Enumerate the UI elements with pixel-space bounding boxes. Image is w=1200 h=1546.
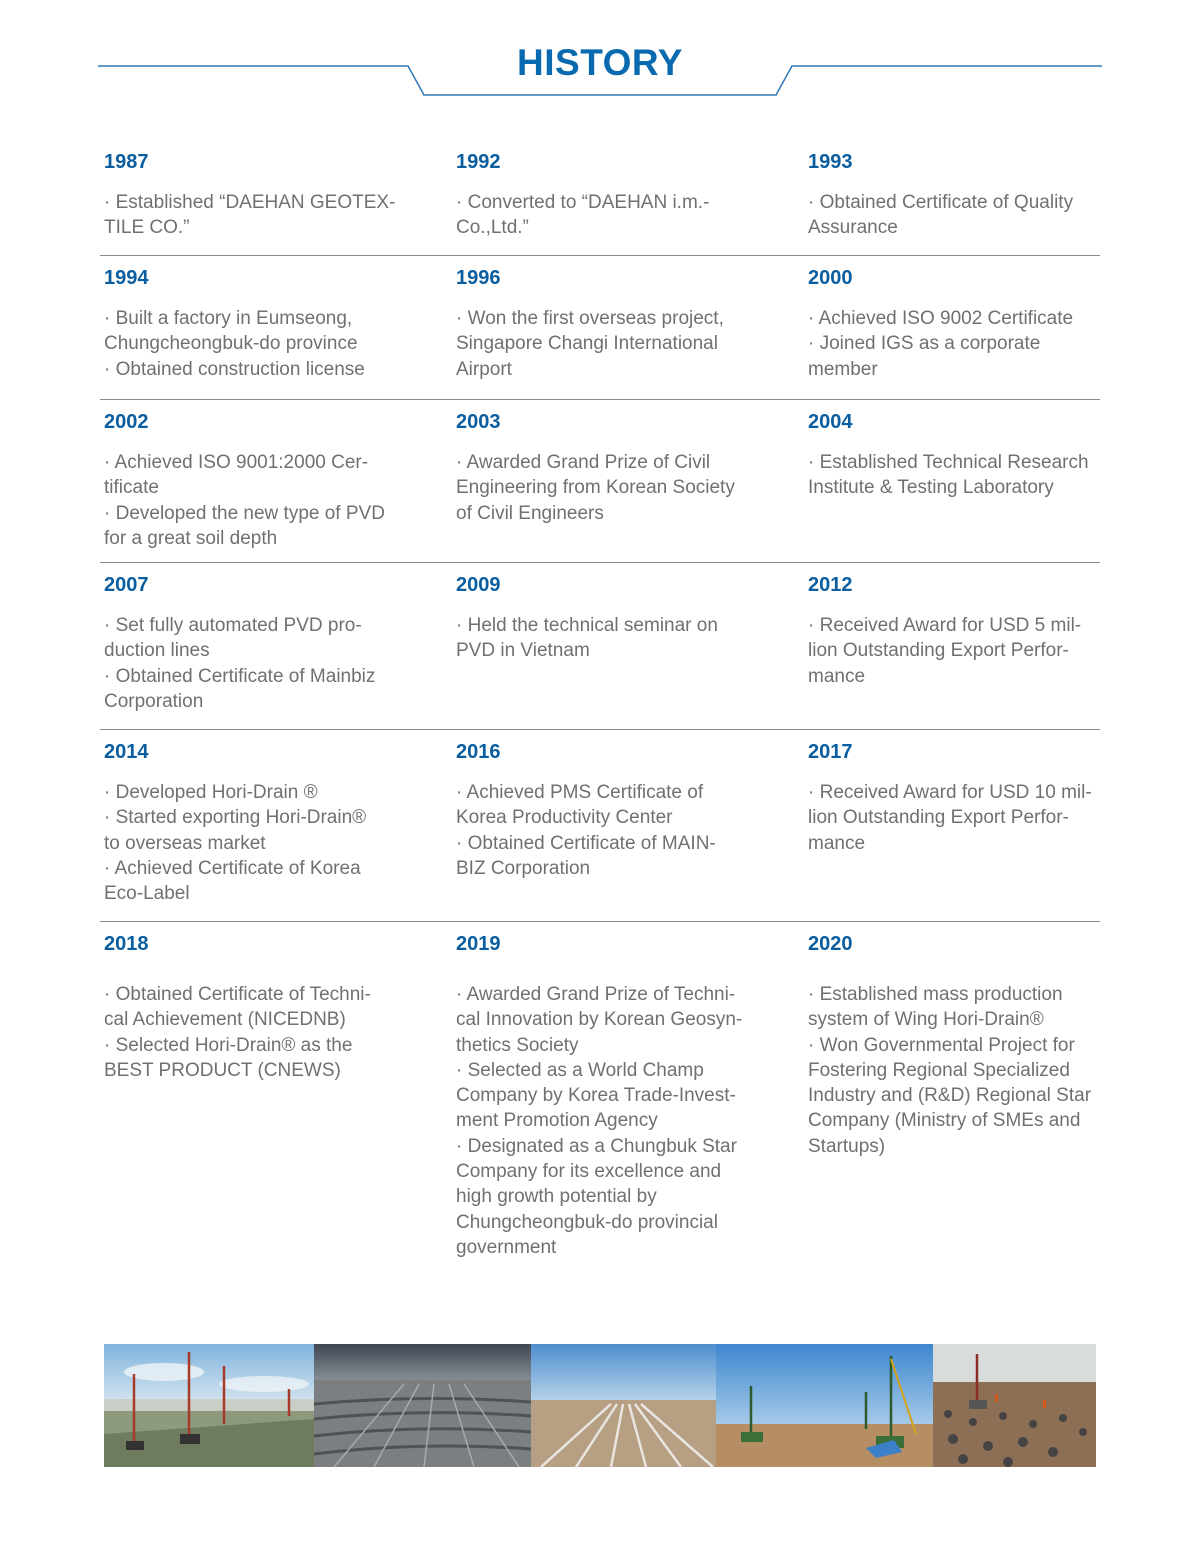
timeline-row <box>100 922 1100 1272</box>
entry-description <box>808 306 1096 382</box>
entry-line: Corporation <box>104 690 204 712</box>
timeline-row <box>100 256 1100 400</box>
timeline-entry <box>804 140 1100 255</box>
entry-line: BIZ Corporation <box>456 857 591 879</box>
entry-year: 2012 <box>808 574 853 596</box>
entry-line: · Obtained Certificate of Techni- <box>104 984 371 1005</box>
entry-line: · Obtained construction license <box>104 358 365 380</box>
entry-line: lion Outstanding Export Perfor- <box>808 640 1069 662</box>
entry-line: high growth potential by <box>456 1186 657 1208</box>
entry-line: · Built a factory in Eumseong, <box>104 308 353 329</box>
entry-line: · Established mass production <box>808 984 1063 1005</box>
timeline-entry <box>452 922 804 1272</box>
timeline-entry <box>452 256 804 399</box>
entry-line: · Developed the new type of PVD <box>104 502 385 524</box>
entry-description <box>104 306 448 382</box>
timeline-entry <box>804 256 1100 399</box>
entry-description <box>808 780 1096 856</box>
page-title: HISTORY <box>517 42 683 83</box>
site-photo-drain-rows <box>531 1344 716 1467</box>
entry-year: 2002 <box>104 411 149 433</box>
entry-line: · Won Governmental Project for <box>808 1034 1075 1056</box>
entry-year: 1994 <box>104 267 149 289</box>
entry-line: mance <box>808 665 866 687</box>
entry-line: for a great soil depth <box>104 527 278 549</box>
entry-line: · Held the technical seminar on <box>456 615 718 636</box>
entry-line: to overseas market <box>104 832 266 854</box>
entry-line: Singapore Changi International <box>456 333 718 355</box>
timeline-row <box>100 140 1100 256</box>
entry-line: Fostering Regional Specialized <box>808 1059 1070 1081</box>
entry-line: · Awarded Grand Prize of Techni- <box>456 984 736 1005</box>
timeline-row <box>100 563 1100 730</box>
timeline-entry <box>100 730 452 921</box>
entry-line: Company (Ministry of SMEs and <box>808 1110 1081 1132</box>
entry-year: 1996 <box>456 267 501 289</box>
entry-year: 2017 <box>808 741 853 763</box>
entry-description <box>456 450 800 526</box>
entry-line: · Received Award for USD 10 mil- <box>808 782 1092 803</box>
timeline-entry <box>100 400 452 562</box>
entry-line: · Achieved PMS Certificate of <box>456 782 704 803</box>
entry-line: Airport <box>456 358 512 380</box>
timeline-entry <box>804 922 1100 1272</box>
timeline-entry <box>100 140 452 255</box>
timeline-entry <box>452 730 804 921</box>
entry-year: 2020 <box>808 933 853 955</box>
timeline-entry <box>100 922 452 1272</box>
site-photo-excavators <box>716 1344 933 1467</box>
entry-line: · Established “DAEHAN GEOTEX- <box>104 192 396 213</box>
site-photo-drain-stubs <box>933 1344 1096 1467</box>
entry-line: lion Outstanding Export Perfor- <box>808 807 1069 829</box>
entry-line: · Established Technical Research <box>808 452 1089 473</box>
entry-description <box>104 190 448 241</box>
entry-year: 2016 <box>456 741 501 763</box>
page-header <box>0 0 1200 110</box>
timeline-entry <box>452 140 804 255</box>
entry-line: · Started exporting Hori-Drain® <box>104 807 367 829</box>
timeline-entry <box>452 400 804 562</box>
entry-line: cal Innovation by Korean Geosyn- <box>456 1009 743 1031</box>
entry-description <box>456 780 800 881</box>
entry-line: Startups) <box>808 1135 886 1157</box>
entry-line: Chungcheongbuk-do provincial <box>456 1211 718 1233</box>
entry-description <box>104 450 448 551</box>
timeline-row <box>100 400 1100 563</box>
entry-line: Co.,Ltd.” <box>456 217 529 239</box>
entry-description <box>456 306 800 382</box>
entry-line: of Civil Engineers <box>456 502 604 524</box>
timeline-entry <box>804 563 1100 729</box>
entry-line: cal Achievement (NICEDNB) <box>104 1009 346 1031</box>
entry-description <box>456 190 800 241</box>
entry-line: · Awarded Grand Prize of Civil <box>456 452 711 473</box>
entry-line: system of Wing Hori-Drain® <box>808 1009 1044 1031</box>
entry-line: · Obtained Certificate of Mainbiz <box>104 665 376 687</box>
entry-line: Industry and (R&D) Regional Star <box>808 1085 1092 1107</box>
entry-line: · Won the first overseas project, <box>456 308 724 329</box>
entry-line: · Selected Hori-Drain® as the <box>104 1034 353 1056</box>
entry-description <box>104 780 448 906</box>
entry-line: Engineering from Korean Society <box>456 477 735 499</box>
entry-year: 2009 <box>456 574 501 596</box>
entry-line: BEST PRODUCT (CNEWS) <box>104 1059 341 1081</box>
entry-line: TILE CO.” <box>104 217 190 239</box>
entry-line: · Achieved Certificate of Korea <box>104 857 361 879</box>
entry-line: · Set fully automated PVD pro- <box>104 615 362 636</box>
entry-description <box>456 613 800 664</box>
entry-line: Institute & Testing Laboratory <box>808 477 1054 499</box>
entry-line: · Received Award for USD 5 mil- <box>808 615 1082 636</box>
timeline-entry <box>100 563 452 729</box>
entry-year: 2004 <box>808 411 853 433</box>
entry-year: 2003 <box>456 411 501 433</box>
entry-line: · Obtained Certificate of MAIN- <box>456 832 716 854</box>
entry-line: · Achieved ISO 9002 Certificate <box>808 308 1074 329</box>
site-photo-drilling-rigs <box>104 1344 314 1467</box>
entry-year: 2018 <box>104 933 149 955</box>
entry-line: government <box>456 1236 557 1258</box>
timeline-entry <box>804 730 1100 921</box>
timeline-entry <box>804 400 1100 562</box>
site-photo-drain-field <box>314 1344 531 1467</box>
entry-line: Company for its excellence and <box>456 1161 722 1183</box>
entry-description <box>456 982 800 1260</box>
entry-description <box>808 613 1096 689</box>
entry-year: 2007 <box>104 574 149 596</box>
history-timeline <box>100 140 1100 1272</box>
entry-line: mance <box>808 832 866 854</box>
entry-line: tificate <box>104 477 159 499</box>
timeline-row <box>100 730 1100 922</box>
entry-year: 1993 <box>808 151 853 173</box>
entry-line: · Designated as a Chungbuk Star <box>456 1135 737 1157</box>
entry-year: 2019 <box>456 933 501 955</box>
entry-line: · Developed Hori-Drain ® <box>104 782 318 803</box>
entry-line: Korea Productivity Center <box>456 807 673 829</box>
entry-description <box>808 982 1096 1159</box>
entry-line: · Joined IGS as a corporate <box>808 333 1041 355</box>
entry-line: Eco-Label <box>104 883 190 905</box>
entry-line: · Converted to “DAEHAN i.m.- <box>456 192 710 213</box>
timeline-entry <box>452 563 804 729</box>
entry-description <box>808 190 1096 241</box>
entry-year: 2014 <box>104 741 149 763</box>
entry-line: · Achieved ISO 9001:2000 Cer- <box>104 452 369 473</box>
entry-line: thetics Society <box>456 1034 579 1056</box>
entry-year: 1987 <box>104 151 149 173</box>
entry-line: Assurance <box>808 217 898 239</box>
entry-line: ment Promotion Agency <box>456 1110 658 1132</box>
entry-line: duction lines <box>104 640 210 662</box>
entry-line: PVD in Vietnam <box>456 640 590 662</box>
entry-year: 1992 <box>456 151 501 173</box>
entry-line: · Selected as a World Champ <box>456 1059 704 1081</box>
entry-description <box>808 450 1096 501</box>
entry-description <box>104 613 448 714</box>
timeline-entry <box>100 256 452 399</box>
entry-description <box>104 982 448 1083</box>
entry-year: 2000 <box>808 267 853 289</box>
entry-line: member <box>808 358 878 380</box>
entry-line: · Obtained Certificate of Quality <box>808 192 1074 213</box>
site-photo-strip <box>104 1344 1096 1467</box>
entry-line: Chungcheongbuk-do province <box>104 333 358 355</box>
entry-line: Company by Korea Trade-Invest- <box>456 1085 736 1107</box>
